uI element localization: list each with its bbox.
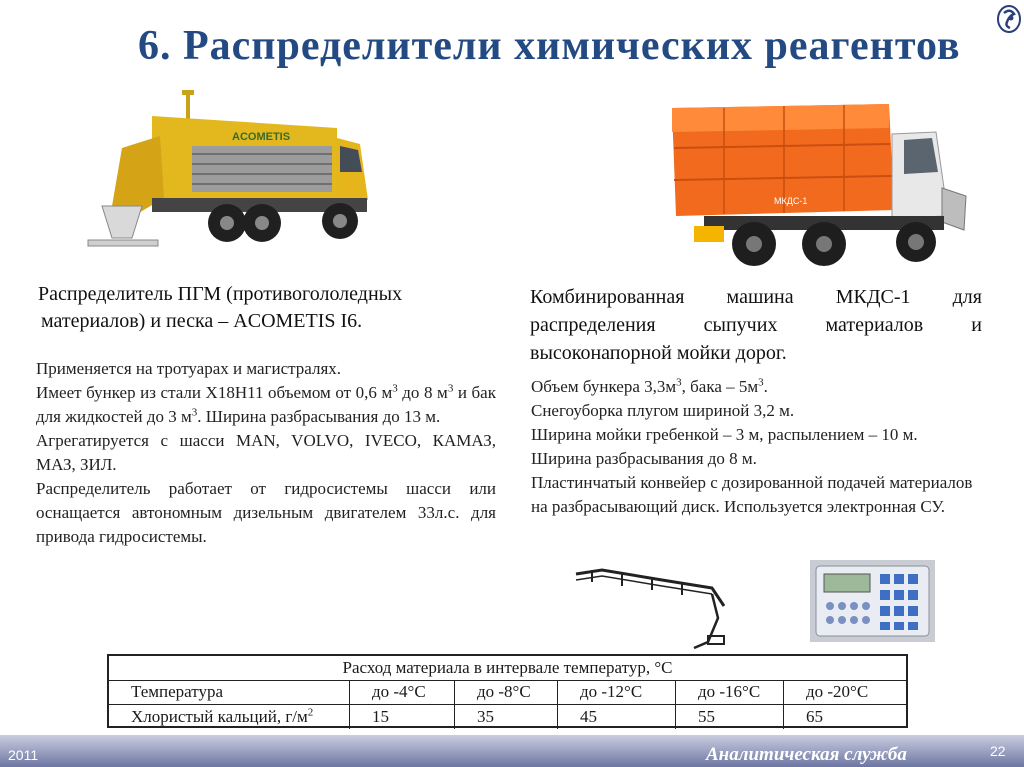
left-paragraph-hopper: Имеет бункер из стали Х18Н11 объемом от 0,6 $м^3$ до 8 $м^3$ и бак для жидкостей до 3 $м^3$. Ширина разбрасывания до 13 м.	[36, 382, 496, 426]
left-paragraph-chassis: Агрегатируется с шасси MAN, VOLVO, IVECO, КАМАЗ, МАЗ, ЗИЛ.	[36, 431, 496, 474]
table-cell: 55	[675, 705, 783, 729]
yellow-spreader-truck-image	[82, 88, 372, 266]
table-title: Расход материала в интервале температур, °С	[109, 656, 906, 681]
spreader-boom-drawing	[572, 566, 730, 652]
orange-mkds-truck-image	[664, 98, 968, 284]
logo-icon	[996, 4, 1022, 34]
footer-year: 2011	[8, 747, 39, 763]
table-header-cell: до -8°С	[454, 680, 557, 704]
consumption-table	[107, 654, 908, 728]
right-paragraph-conveyor: Пластинчатый конвейер с дозированной подачей материалов на разбрасывающий диск. Используется электронная СУ.	[531, 473, 973, 516]
right-paragraph-washing: Ширина мойки гребенкой – 3 м, распылением – 10 м.	[531, 425, 918, 444]
table-cell: 15	[349, 705, 454, 729]
table-header-cell: до -16°С	[675, 680, 783, 704]
slide-title: 6. Распределители химических реагентов	[138, 23, 961, 69]
left-caption-line1: Распределитель ПГМ (противогололедных	[38, 283, 403, 305]
table-row-label: Хлористый кальций, $г/м^2$	[131, 706, 314, 726]
table-header-row	[109, 680, 906, 705]
table-header-cell: до -4°С	[349, 680, 454, 704]
right-description	[531, 375, 991, 519]
truck-brand-label: МКДС-1	[774, 196, 808, 206]
left-caption-line2: материалов) и песка – ACOMETIS I6.	[41, 310, 363, 332]
footer-bar	[0, 735, 1024, 767]
control-panel-image	[810, 560, 935, 642]
page-number: 22	[990, 743, 1006, 759]
right-paragraph-volume: Объем бункера $3,3м^3$, бака – $5м^3$.	[531, 376, 768, 396]
left-description	[36, 357, 496, 549]
right-paragraph-plow: Снегоуборка плугом шириной 3,2 м.	[531, 401, 795, 420]
table-header-label: Температура	[131, 682, 224, 701]
footer-service-name: Аналитическая служба	[706, 744, 907, 765]
table-header-cell: до -20°С	[783, 680, 906, 704]
table-row	[109, 705, 906, 729]
right-caption: Комбинированная машина МКДС-1 для распределения сыпучих материалов и высоконапорной мойки дорог.	[530, 286, 982, 364]
table-cell: 65	[783, 705, 906, 729]
right-paragraph-spread: Ширина разбрасывания до 8 м.	[531, 449, 757, 468]
left-paragraph-usage: Применяется на тротуарах и магистралях.	[36, 359, 342, 378]
table-cell: 45	[557, 705, 675, 729]
table-header-cell: до -12°С	[557, 680, 675, 704]
left-paragraph-hydraulics: Распределитель работает от гидросистемы шасси или оснащается автономным дизельным двигателем 33л.с. для привода гидросистемы.	[36, 479, 496, 546]
left-caption	[38, 281, 498, 335]
truck-brand-label: ACOMETIS	[232, 131, 291, 143]
table-cell: 35	[454, 705, 557, 729]
